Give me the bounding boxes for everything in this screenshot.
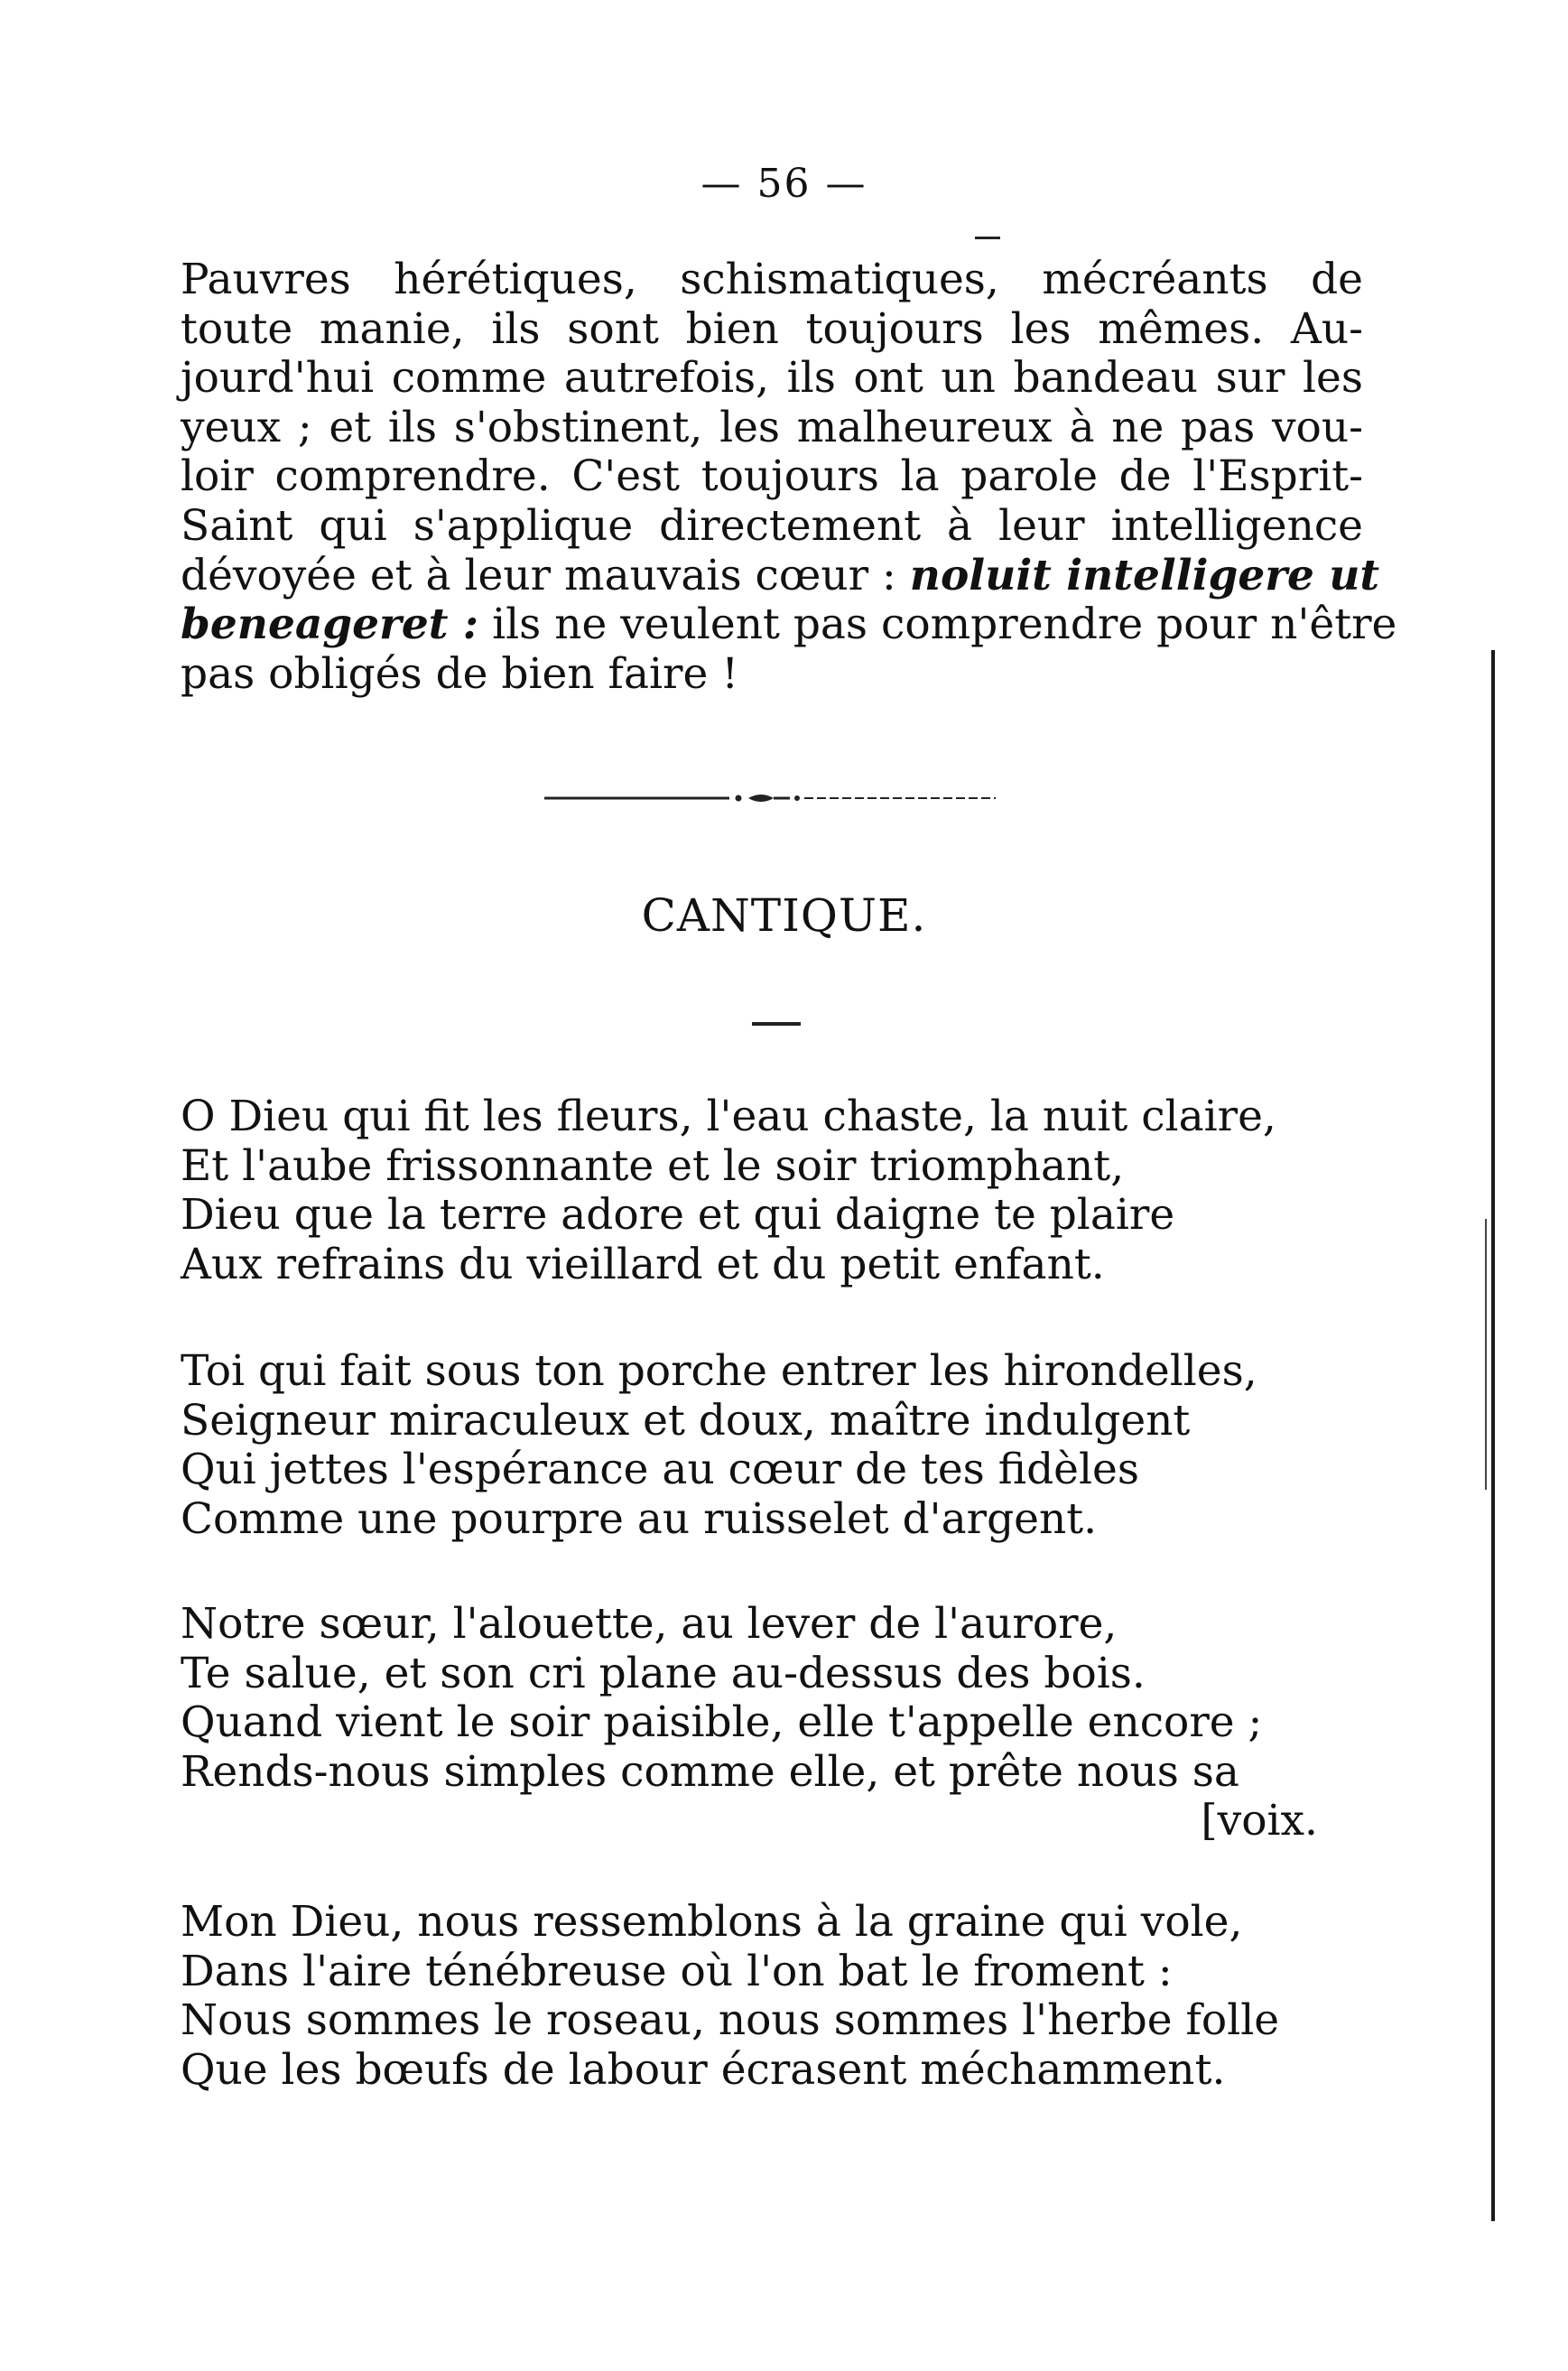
prose-line: Pauvres hérétiques, schismatiques, mécréants de	[181, 255, 1363, 304]
verse-line: Que les bœufs de labour écrasent méchamment.	[181, 2044, 1226, 2095]
ornament-divider	[544, 789, 996, 807]
prose-line: loir comprendre. C'est toujours la parole de l'Esprit-	[181, 451, 1363, 502]
prose-line: yeux ; et ils s'obstinent, les malheureux à ne pas vou-	[181, 402, 1363, 452]
verse-line: Dans l'aire ténébreuse où l'on bat le froment :	[181, 1946, 1173, 1996]
margin-rule	[1491, 650, 1495, 2221]
verse-overflow: [voix.	[1201, 1796, 1318, 1846]
prose-line	[181, 600, 1397, 650]
prose-line: Saint qui s'applique directement à leur intelligence	[181, 500, 1363, 551]
stanza	[181, 1600, 1372, 1846]
margin-rule	[1485, 1219, 1487, 1490]
stanza	[181, 1898, 1372, 2095]
latin-quote: beneageret :	[181, 600, 479, 650]
verse-line: Toi qui fait sous ton porche entrer les hirondelles,	[181, 1346, 1257, 1396]
verse-line: Rends-nous simples comme elle, et prête nous sa	[181, 1746, 1239, 1797]
page-number: — 56 —	[700, 161, 868, 207]
title-dash	[752, 1022, 801, 1026]
prose-line: pas obligés de bien faire !	[181, 648, 739, 699]
prose-line: toute manie, ils sont bien toujours les mêmes. Au-	[181, 303, 1363, 354]
verse-line: Dieu que la terre adore et qui daigne te plaire	[181, 1190, 1175, 1240]
verse-line: Aux refrains du vieillard et du petit enfant.	[181, 1239, 1105, 1289]
latin-quote: noluit intelligere ut	[909, 550, 1380, 600]
stanza	[181, 1347, 1372, 1544]
verse-line: Comme une pourpre au ruisselet d'argent.	[181, 1493, 1098, 1544]
stanza	[181, 1093, 1372, 1289]
verse-line: Mon Dieu, nous ressemblons à la graine qui vole,	[181, 1897, 1243, 1947]
verse-line: Seigneur miraculeux et doux, maître indulgent	[181, 1395, 1191, 1446]
verse-line: Et l'aube frissonnante et le soir triomphant,	[181, 1140, 1125, 1191]
verse-line: Nous sommes le roseau, nous sommes l'herbe folle	[181, 1995, 1280, 2045]
verse-line: Qui jettes l'espérance au cœur de tes fidèles	[181, 1445, 1139, 1494]
prose-text: dévoyée et à leur mauvais cœur :	[181, 550, 910, 600]
prose-paragraph	[181, 255, 1397, 699]
verse-line: Quand vient le soir paisible, elle t'appelle encore ;	[181, 1697, 1263, 1747]
verse-line: Te salue, et son cri plane au-dessus des bois.	[181, 1648, 1146, 1698]
verse-line: O Dieu qui fit les fleurs, l'eau chaste, la nuit claire,	[181, 1092, 1276, 1141]
prose-line	[181, 550, 1380, 601]
prose-line: jourd'hui comme autrefois, ils ont un bandeau sur les	[181, 353, 1363, 404]
prose-text: ils ne veulent pas comprendre pour n'être	[478, 600, 1397, 650]
section-title: CANTIQUE.	[641, 889, 927, 942]
page-number-dash	[975, 237, 1000, 239]
verse-line: Notre sœur, l'alouette, au lever de l'aurore,	[181, 1599, 1118, 1649]
